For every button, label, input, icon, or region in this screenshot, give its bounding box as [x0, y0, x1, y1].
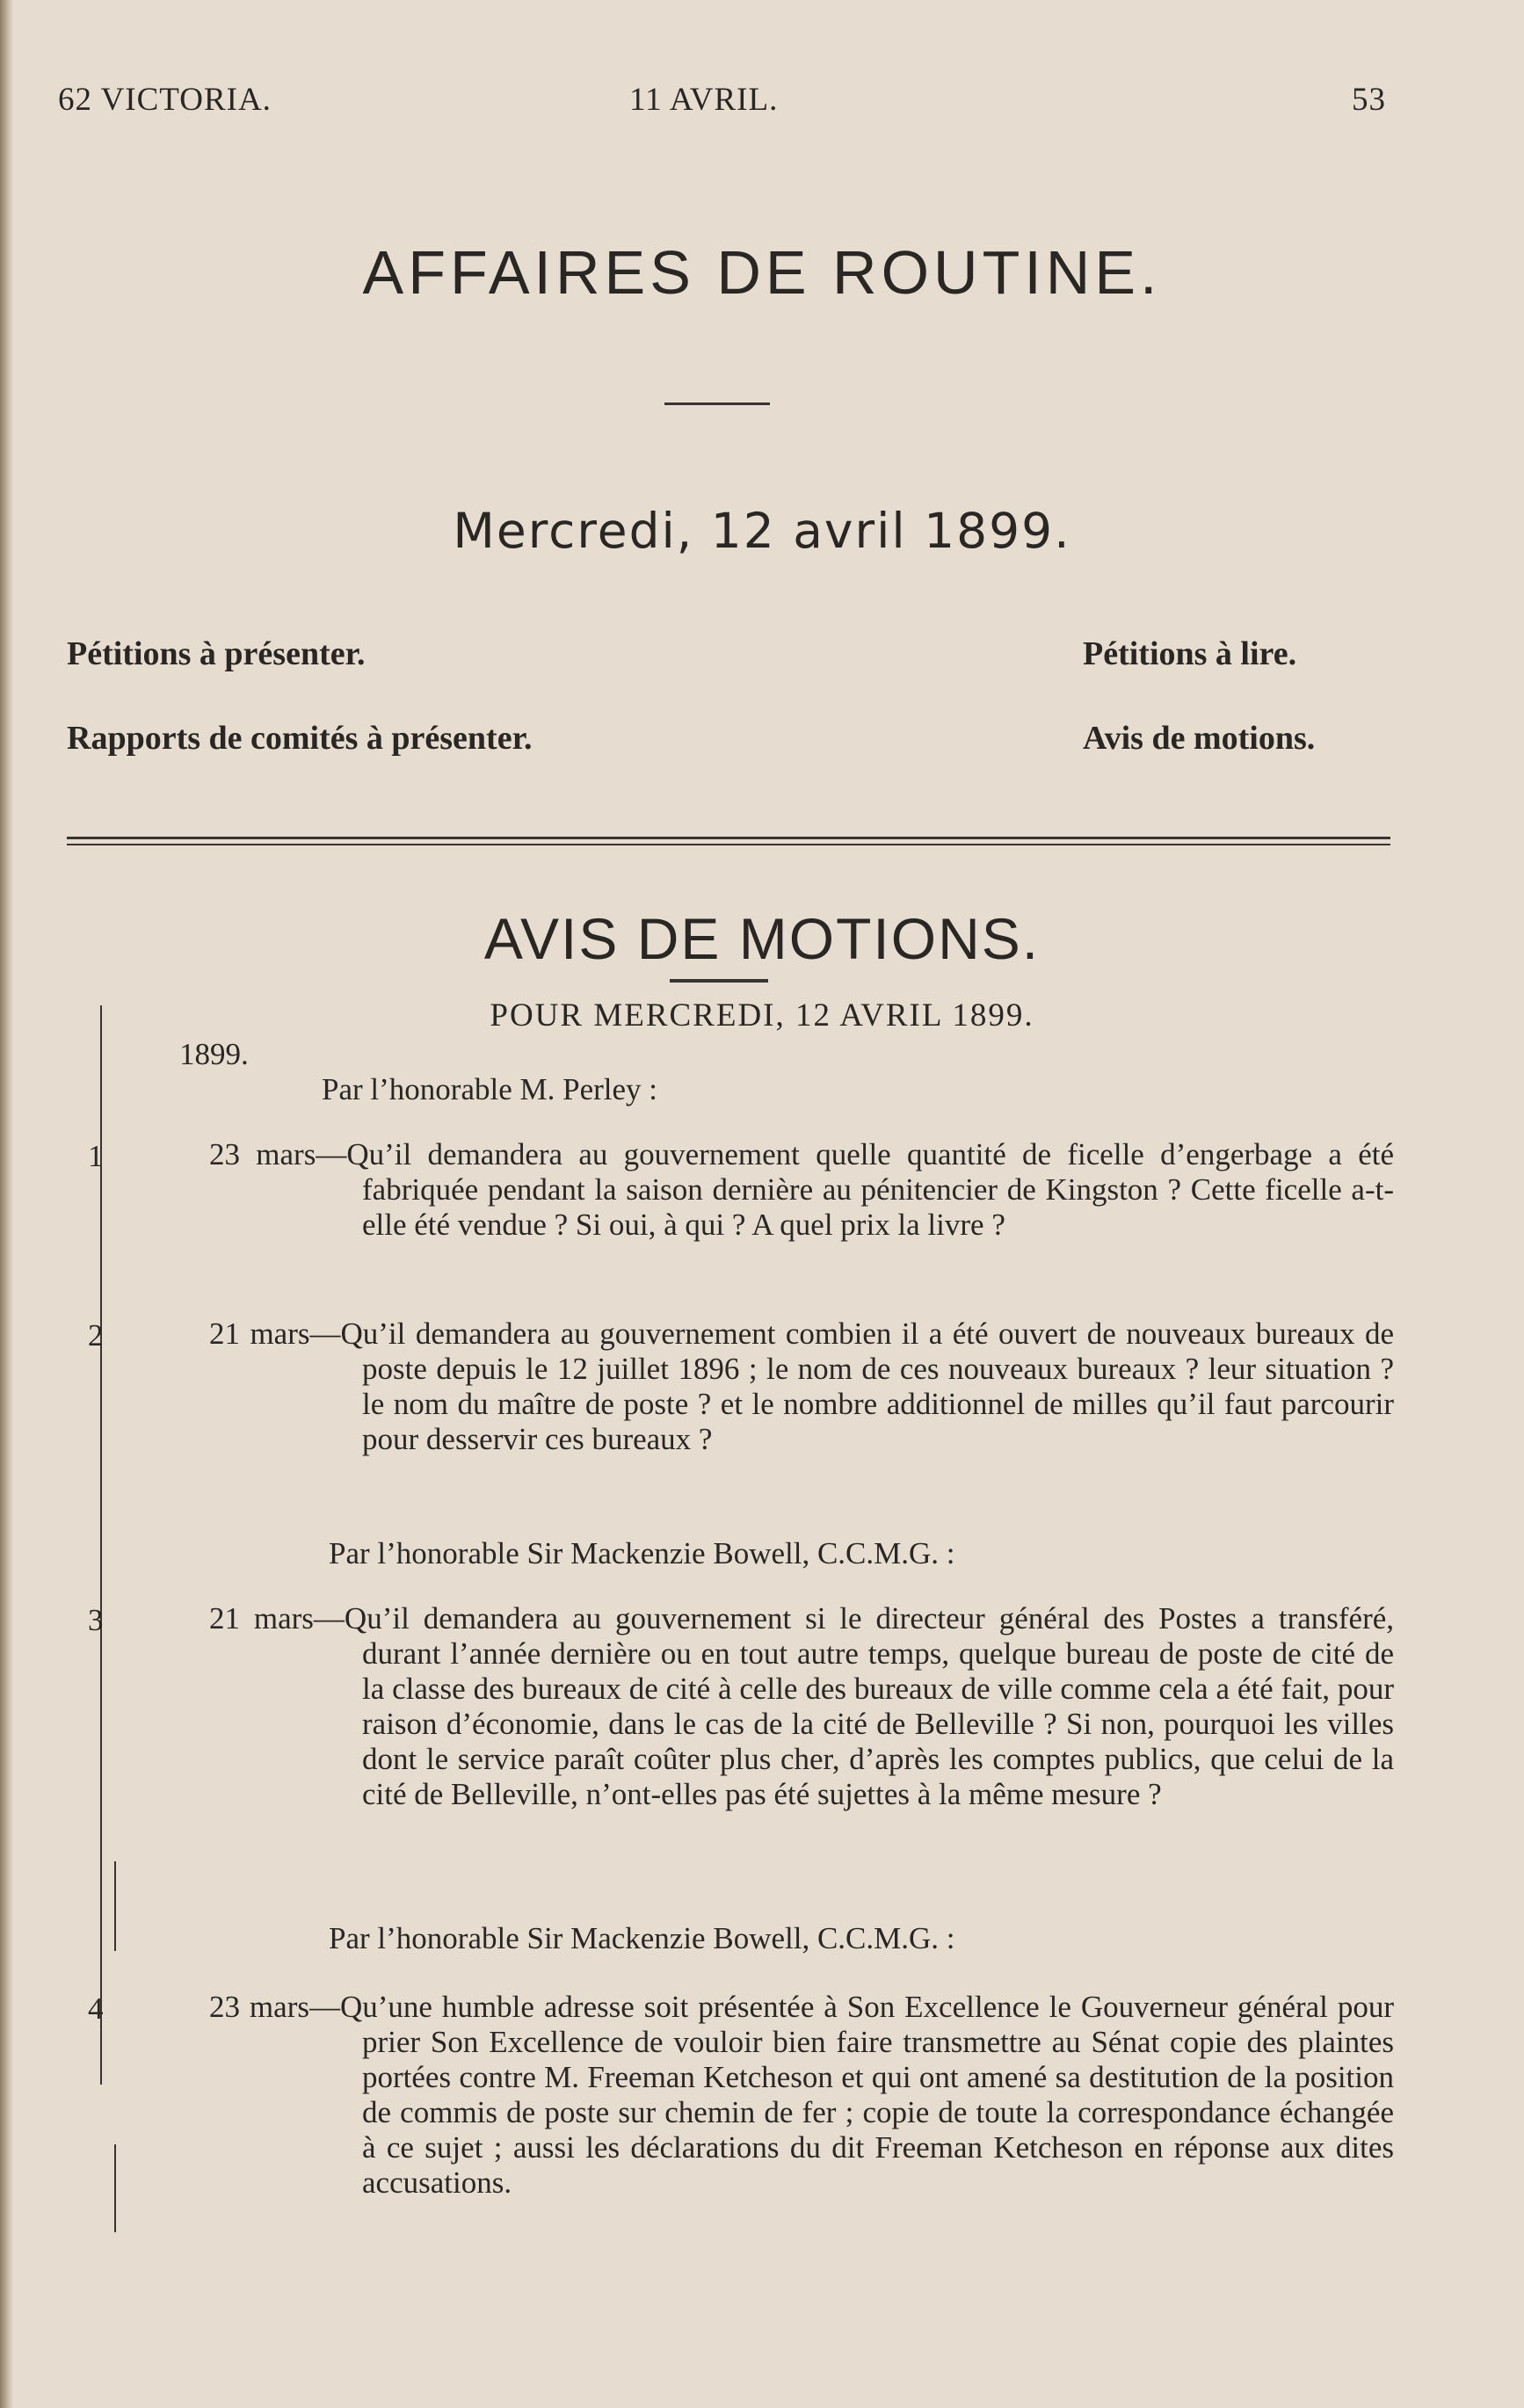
motion-group-bowell-2: Par l’honorable Sir Mackenzie Bowell, C.C.M.G. :: [329, 1921, 955, 1955]
routine-item-rapports: Rapports de comités à présenter.: [67, 720, 533, 757]
motion-date-3: 21 mars—Qu’il: [209, 1601, 410, 1636]
motion-date-2: 21 mars—Qu’il: [209, 1316, 406, 1351]
motion-text-2: demandera au gouvernement combien il a été ouvert de nouveaux bureaux de poste depuis le 12 juillet 1896 ; le nom de ces nouveaux bureaux ? leur situation ? le nom du maître de poste ? et le nombre additionnel de milles qu’il faut parcourir pour desservir ces bureaux ?: [362, 1316, 1394, 1456]
routine-date: Mercredi, 12 avril 1899.: [453, 503, 1071, 559]
motion-number-4: 4: [88, 1991, 104, 2026]
motion-text-3: demandera au gouvernement si le directeur général des Postes a transféré, durant l’année dernière ou en tout autre temps, quelque bureau de poste de cité de la classe des bureaux de cité à celle des bureaux de ville comme cela a été fait, pour raison d’économie, dans le cas de la cité de Belleville ? Si non, pourquoi les villes dont le service paraît coûter plus cher, d’après les comptes publics, que celui de la cité de Belleville, n’ont-elles pas été sujettes à la même mesure ?: [362, 1601, 1395, 1811]
motions-title-rule: [670, 979, 768, 983]
section-rule-bottom: [67, 844, 1390, 845]
motion-date-4: 23 mars—Qu’une: [209, 1990, 432, 2024]
motion-3: [209, 1601, 1395, 1812]
page-edge-shadow: [0, 0, 14, 2408]
motion-text-1: demandera au gouvernement quelle quantité de ficelle d’engerbage a été fabriquée pendant la saison dernière au pénitencier de Kingston ? Cette ficelle a-t-elle été vendue ? Si oui, à qui ? A quel prix la livre ?: [362, 1137, 1395, 1242]
motions-subtitle: POUR MERCREDI, 12 AVRIL 1899.: [490, 997, 1034, 1034]
motion-number-1: 1: [88, 1139, 104, 1173]
routine-item-petitions-lire: Pétitions à lire.: [1083, 635, 1297, 672]
header-page-number: 53: [1352, 82, 1386, 118]
motion-4: [209, 1990, 1394, 2201]
motion-1: [209, 1137, 1395, 1243]
routine-item-petitions-presenter: Pétitions à présenter.: [67, 635, 366, 672]
section-rule-top: [67, 837, 1390, 839]
motion-date-1: 23 mars—Qu’il: [209, 1137, 412, 1171]
margin-line-lower-a: [114, 1861, 116, 1951]
motion-group-perley: Par l’honorable M. Perley :: [322, 1072, 657, 1106]
motions-year: 1899.: [179, 1037, 249, 1071]
margin-line-lower-b: [114, 2144, 116, 2232]
title-rule: [664, 403, 770, 405]
motion-number-3: 3: [88, 1603, 104, 1637]
motion-text-4: humble adresse soit présentée à Son Excellence le Gouverneur général pour prier Son Excellence de vouloir bien faire transmettre au Sénat copie des plaintes portées contre M. Freeman Ketcheson et qui ont amené sa destitution de la position de commis de poste sur chemin de fer ; copie de toute la correspondance échangée à ce sujet ; aussi les déclarations du dit Freeman Ketcheson en réponse aux dites accusations.: [362, 1990, 1394, 2200]
routine-title: AFFAIRES DE ROUTINE.: [362, 238, 1162, 307]
routine-item-avis: Avis de motions.: [1083, 720, 1316, 757]
header-session: 62 VICTORIA.: [58, 82, 272, 118]
motions-title: AVIS DE MOTIONS.: [483, 906, 1041, 971]
header-date: 11 AVRIL.: [629, 82, 779, 118]
motion-group-bowell-1: Par l’honorable Sir Mackenzie Bowell, C.C.M.G. :: [329, 1536, 955, 1570]
motion-2: [209, 1316, 1394, 1457]
motion-number-2: 2: [88, 1318, 104, 1353]
